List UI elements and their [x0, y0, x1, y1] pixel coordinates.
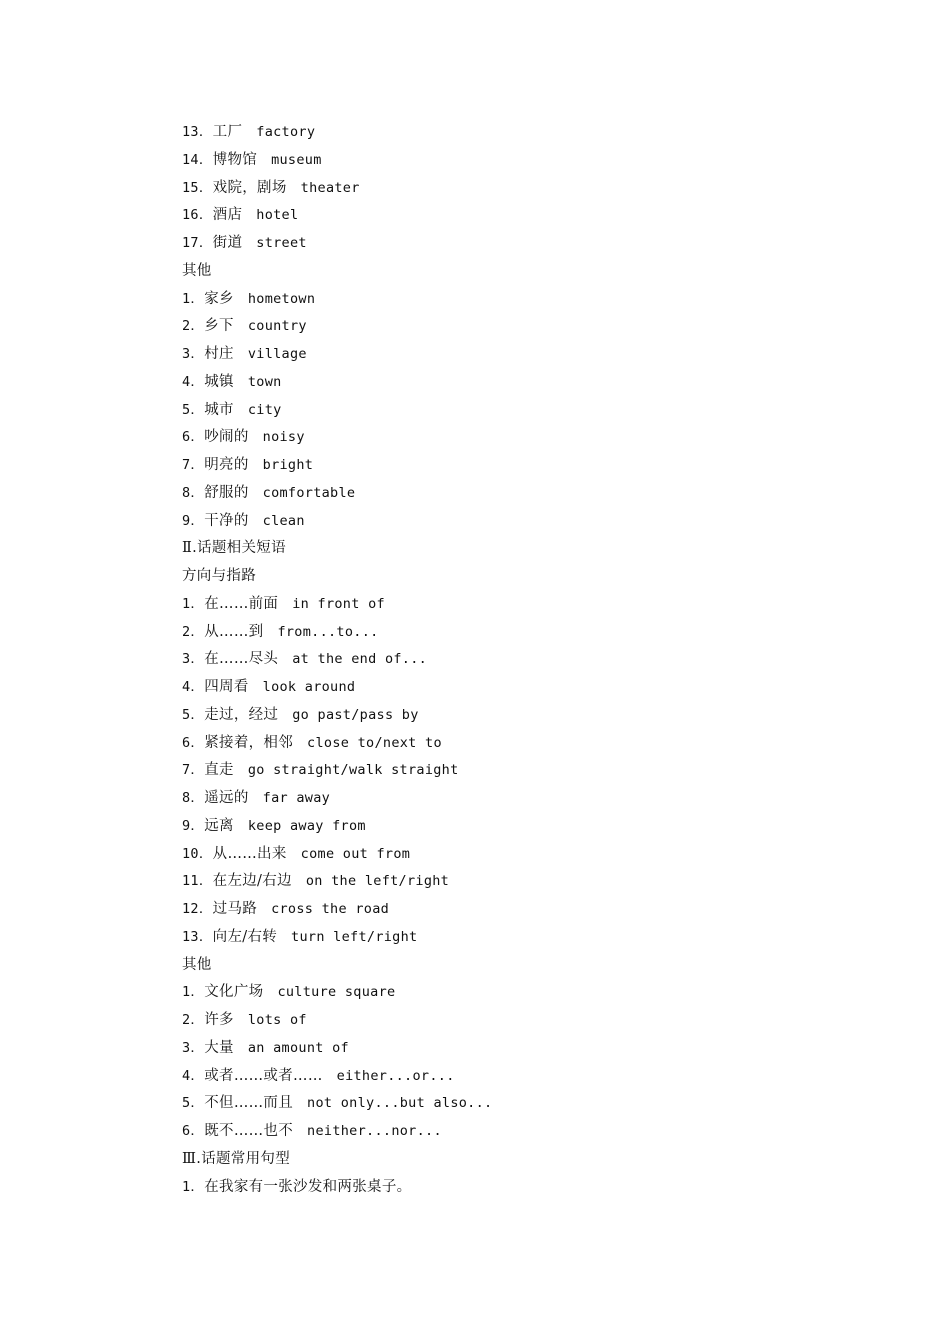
chinese-term: 在……前面	[204, 595, 279, 612]
item-number: 1．	[182, 595, 205, 612]
vocab-item	[182, 341, 802, 369]
english-term: comfortable	[262, 484, 356, 501]
english-term: culture square	[277, 984, 396, 1001]
vocab-item	[182, 480, 802, 508]
sentence-item	[182, 1174, 802, 1202]
vocab-item	[182, 591, 802, 619]
english-term: an amount of	[247, 1039, 349, 1056]
vocab-item	[182, 424, 802, 452]
chinese-term: 许多	[204, 1012, 234, 1028]
chinese-term: 乡下	[204, 318, 234, 335]
heading-text: Ⅱ.话题相关短语	[182, 540, 286, 557]
item-number: 13．	[182, 124, 213, 140]
english-term: hometown	[247, 290, 316, 307]
vocab-item	[182, 508, 802, 536]
english-term: look around	[262, 679, 356, 695]
vocab-item	[182, 896, 802, 924]
chinese-term: 向左/右转	[212, 928, 278, 945]
item-number: 9．	[182, 512, 205, 529]
item-number: 1．	[182, 984, 205, 1001]
item-number: 4．	[182, 373, 205, 390]
english-term: turn left/right	[291, 928, 418, 945]
english-term: theater	[300, 179, 360, 196]
chinese-term: 从……出来	[212, 845, 287, 862]
section-heading	[182, 535, 802, 563]
chinese-term: 在……尽头	[204, 651, 279, 668]
heading-text: Ⅲ.话题常用句型	[182, 1150, 290, 1167]
vocab-item	[182, 868, 802, 896]
item-number: 12．	[182, 901, 213, 917]
vocab-item	[182, 924, 802, 952]
heading-text: 方向与指路	[182, 568, 256, 584]
item-number: 4．	[182, 1067, 205, 1084]
chinese-term: 在我家有一张沙发和两张桌子。	[204, 1178, 412, 1195]
item-number: 8．	[182, 790, 205, 806]
english-term: from...to...	[277, 623, 379, 640]
item-number: 6．	[182, 734, 205, 751]
vocab-item	[182, 175, 802, 203]
vocab-item	[182, 979, 802, 1007]
vocab-item	[182, 369, 802, 397]
section-heading	[182, 258, 802, 286]
vocab-item	[182, 702, 802, 730]
english-term: factory	[256, 124, 316, 140]
chinese-term: 四周看	[204, 679, 249, 695]
section-heading	[182, 1146, 802, 1174]
vocab-item	[182, 619, 802, 647]
vocab-item	[182, 646, 802, 674]
vocab-item	[182, 813, 802, 841]
vocab-item	[182, 230, 802, 258]
item-number: 1．	[182, 290, 205, 307]
chinese-term: 走过，经过	[204, 706, 279, 723]
chinese-term: 干净的	[204, 512, 249, 529]
english-term: noisy	[262, 429, 305, 446]
chinese-term: 文化广场	[204, 984, 264, 1001]
section-heading	[182, 952, 802, 980]
item-number: 10．	[182, 845, 213, 862]
item-number: 8．	[182, 484, 205, 501]
chinese-term: 远离	[204, 817, 234, 834]
vocab-item	[182, 313, 802, 341]
vocab-item	[182, 119, 802, 147]
item-number: 15．	[182, 179, 213, 196]
item-number: 6．	[182, 429, 205, 446]
english-term: clean	[262, 512, 305, 529]
vocab-item	[182, 1007, 802, 1035]
chinese-term: 街道	[212, 235, 243, 251]
item-number: 5．	[182, 401, 205, 418]
english-term: museum	[271, 151, 322, 168]
chinese-term: 舒服的	[204, 484, 249, 501]
english-term: town	[247, 373, 282, 390]
item-number: 6．	[182, 1123, 205, 1139]
item-number: 4．	[182, 679, 205, 695]
item-number: 14．	[182, 151, 213, 168]
chinese-term: 戏院，剧场	[212, 179, 287, 196]
chinese-term: 或者……或者……	[204, 1067, 323, 1084]
vocab-item	[182, 757, 802, 785]
english-term: keep away from	[247, 817, 366, 834]
vocab-item	[182, 1118, 802, 1146]
chinese-term: 大量	[204, 1039, 234, 1056]
english-term: not only...but also...	[307, 1095, 493, 1112]
vocab-item	[182, 674, 802, 702]
item-number: 7．	[182, 457, 205, 473]
english-term: go past/pass by	[292, 706, 419, 723]
item-number: 11．	[182, 873, 213, 890]
english-term: at the end of...	[292, 651, 428, 668]
vocab-item	[182, 785, 802, 813]
english-term: go straight/walk straight	[247, 762, 459, 779]
chinese-term: 遥远的	[204, 790, 249, 806]
item-number: 2．	[182, 318, 205, 335]
heading-text: 其他	[182, 262, 212, 279]
vocab-item	[182, 1063, 802, 1091]
item-number: 17．	[182, 235, 213, 251]
english-term: cross the road	[271, 901, 390, 917]
english-term: city	[247, 401, 282, 418]
item-number: 2．	[182, 623, 205, 640]
english-term: close to/next to	[307, 734, 442, 751]
english-term: lots of	[247, 1012, 307, 1028]
vocab-item	[182, 147, 802, 175]
chinese-term: 既不……也不	[204, 1123, 294, 1139]
english-term: either...or...	[336, 1067, 455, 1084]
chinese-term: 紧接着，相邻	[204, 734, 294, 751]
vocab-item	[182, 1035, 802, 1063]
chinese-term: 博物馆	[212, 151, 258, 168]
item-number: 9．	[182, 817, 205, 834]
section-heading	[182, 563, 802, 591]
vocab-item	[182, 730, 802, 758]
vocab-item	[182, 202, 802, 230]
english-term: neither...nor...	[307, 1123, 442, 1139]
item-number: 1．	[182, 1178, 205, 1195]
vocab-item	[182, 397, 802, 425]
heading-text: 其他	[182, 956, 212, 973]
item-number: 3．	[182, 1039, 205, 1056]
chinese-term: 城市	[204, 401, 234, 418]
chinese-term: 过马路	[212, 901, 258, 917]
chinese-term: 从……到	[204, 623, 264, 640]
document-body	[182, 119, 802, 1201]
english-term: country	[247, 318, 307, 335]
chinese-term: 直走	[204, 762, 234, 779]
item-number: 13．	[182, 928, 213, 945]
chinese-term: 在左边/右边	[212, 873, 292, 890]
vocab-item	[182, 452, 802, 480]
item-number: 3．	[182, 346, 205, 362]
chinese-term: 村庄	[204, 346, 234, 362]
item-number: 5．	[182, 1095, 205, 1112]
vocab-item	[182, 286, 802, 314]
item-number: 2．	[182, 1012, 205, 1028]
english-term: come out from	[300, 845, 411, 862]
chinese-term: 吵闹的	[204, 429, 249, 446]
english-term: street	[256, 235, 307, 251]
item-number: 7．	[182, 762, 205, 779]
chinese-term: 明亮的	[204, 457, 249, 473]
chinese-term: 家乡	[204, 290, 234, 307]
chinese-term: 酒店	[212, 207, 243, 224]
chinese-term: 城镇	[204, 373, 234, 390]
item-number: 5．	[182, 706, 205, 723]
english-term: in front of	[292, 595, 385, 612]
english-term: far away	[262, 790, 331, 806]
english-term: hotel	[256, 207, 299, 224]
vocab-item	[182, 1090, 802, 1118]
english-term: bright	[262, 457, 314, 473]
english-term: on the left/right	[305, 873, 450, 890]
chinese-term: 工厂	[212, 124, 243, 140]
vocab-item	[182, 841, 802, 869]
item-number: 16．	[182, 207, 213, 224]
item-number: 3．	[182, 651, 205, 668]
english-term: village	[247, 346, 307, 362]
chinese-term: 不但……而且	[204, 1095, 294, 1112]
